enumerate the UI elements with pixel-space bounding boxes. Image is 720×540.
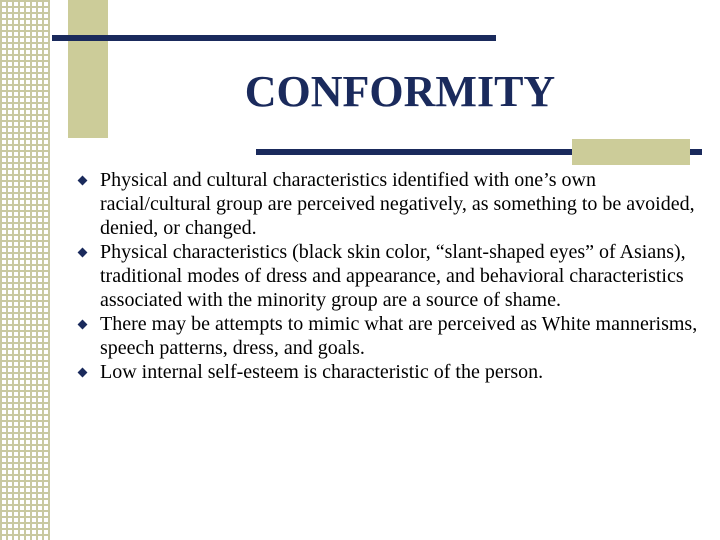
list-item xyxy=(76,168,706,240)
diamond-bullet-icon xyxy=(78,248,88,258)
list-item xyxy=(76,312,706,360)
diamond-bullet-icon xyxy=(78,368,88,378)
slide-title: CONFORMITY xyxy=(244,67,556,116)
bullet-text: There may be attempts to mimic what are perceived as White mannerisms, speech patterns, dress, and goals. xyxy=(100,313,698,359)
bullet-list xyxy=(76,168,706,384)
list-item xyxy=(76,240,706,312)
diamond-bullet-icon xyxy=(78,176,88,186)
bullet-text: Physical and cultural characteristics identified with one’s own racial/cultural group are perceived negatively, as something to be avoided, denied, or changed. xyxy=(100,169,695,239)
decor-line-top xyxy=(52,35,496,41)
decor-bar-vertical xyxy=(68,0,108,138)
decor-bar-right xyxy=(572,139,690,165)
diamond-bullet-icon xyxy=(78,320,88,330)
bullet-text: Low internal self-esteem is characteristic of the person. xyxy=(100,361,544,383)
list-item xyxy=(76,360,706,384)
bullet-text: Physical characteristics (black skin color, “slant-shaped eyes” of Asians), traditional modes of dress and appearance, and behavioral characteristics associated with the minority group are a source of shame. xyxy=(100,241,686,311)
checkered-strip xyxy=(0,0,50,540)
